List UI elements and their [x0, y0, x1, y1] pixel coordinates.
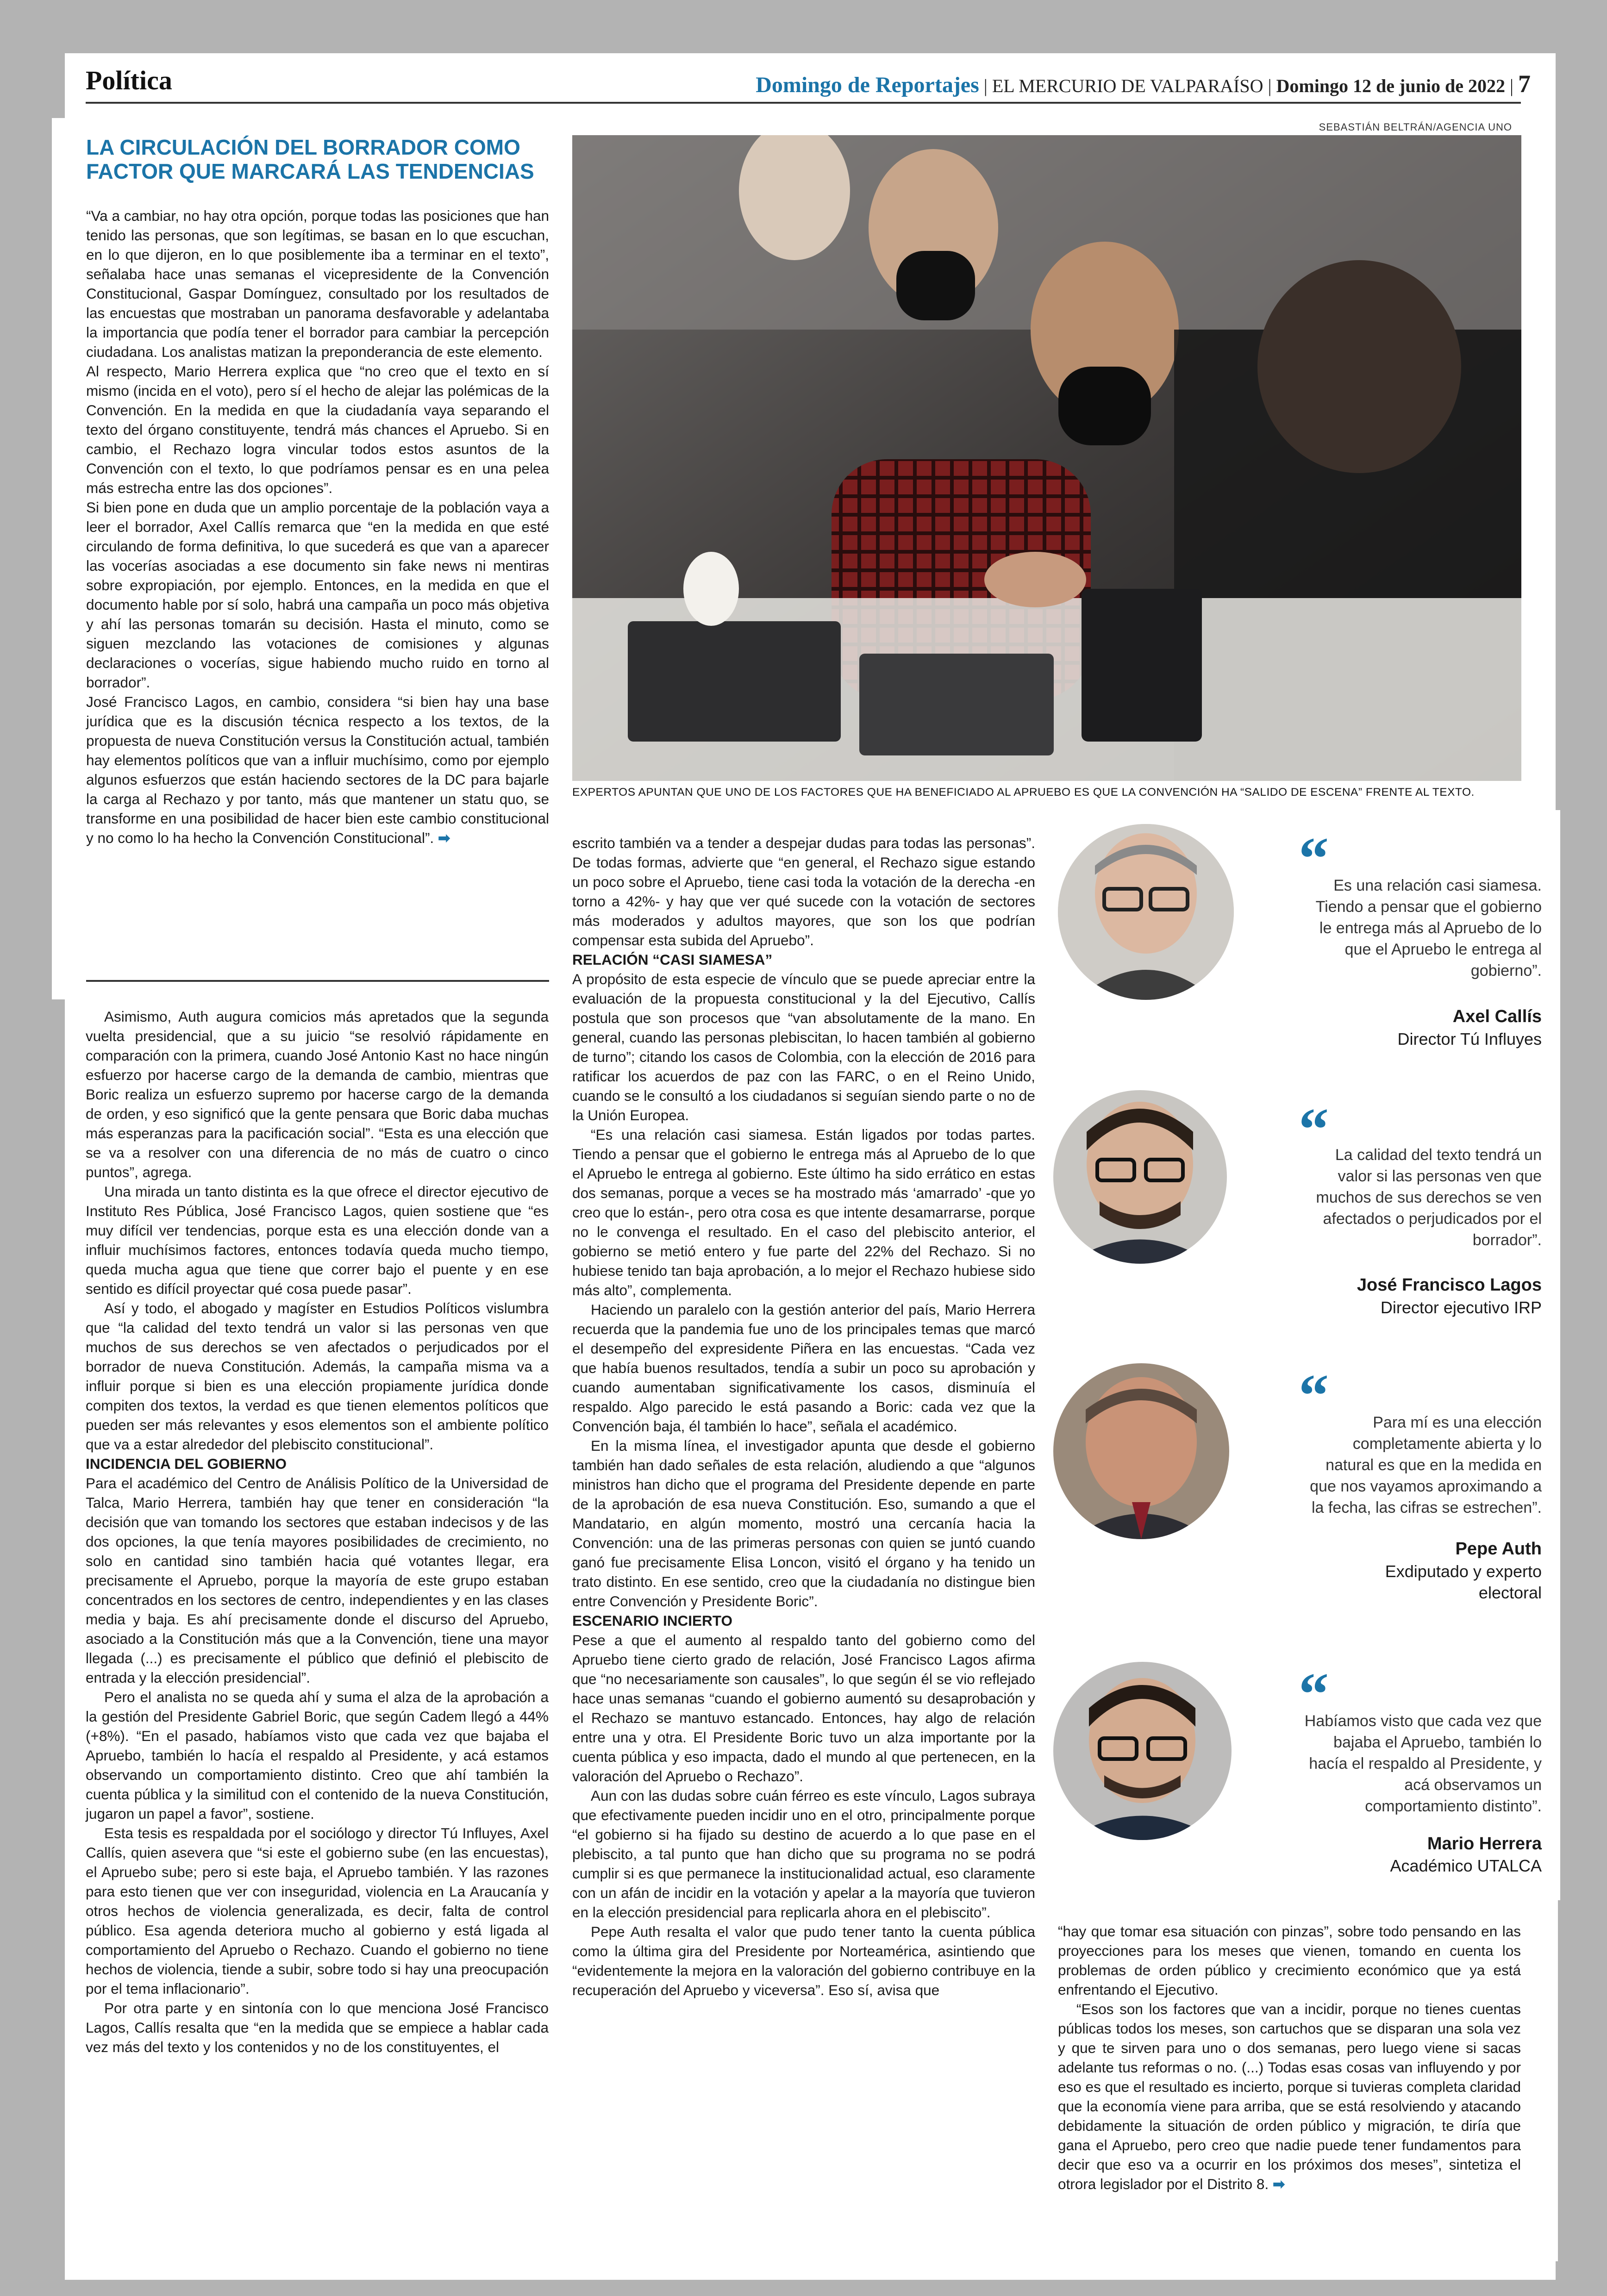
column-1-body	[86, 1007, 549, 2057]
paragraph: “hay que tomar esa situación con pinzas”, sobre todo pensando en las proyecciones para los meses que vienen, tomando en cuenta los problemas de orden público y crecimiento económico que ya está enfrentando el Ejecutivo.	[1058, 1923, 1521, 1998]
subheading: ESCENARIO INCIERTO	[572, 1612, 732, 1629]
quote-mark-icon: “	[1299, 1362, 1329, 1429]
quote-mark-icon: “	[1299, 1661, 1329, 1728]
paragraph: En la misma línea, el investigador apunta que desde el gobierno también han dado señales de esta relación, aludiendo a que “algunos ministros han dicho que el programa del Presidente depende en parte de la aprobación de esa nueva Constitución. Eso, sumando a que el Mandatario, en algún momento, mostró una cercanía hacia la Convención: una de las primeras personas con quien se juntó cuando ganó fue precisamente Elisa Loncon, visitó el órgano y ha tenido un trato distinto. En ese sentido, creo que la ciudadanía no distingue bien entre Convención y Presidente Boric”.	[572, 1437, 1035, 1610]
meeting-photo-illustration	[572, 135, 1521, 781]
portrait-icon	[1058, 824, 1234, 1000]
quote-name: Axel Callís	[1452, 1007, 1542, 1026]
paragraph: Por otra parte y en sintonía con lo que menciona José Francisco Lagos, Callís resalta que “en la medida que se empiece a hablar cada vez más del texto y los contenidos y no de los constituyentes, el	[86, 2000, 549, 2055]
paragraph: A propósito de esta especie de vínculo que se puede apreciar entre la evaluación de la propuesta constitucional y la del Ejecutivo, Callís postula que son procesos que “van absolutamente de la mano. En general, cuando las personas plebiscitan, lo hacen también al gobierno de turno”; citando los casos de Colombia, con la elección de 2016 para ratificar los acuerdos de paz con las FARC, o en el Reino Unido, cuando se le consultó a los ciudadanos si seguían siendo parte o no de la Unión Europea.	[572, 971, 1035, 1123]
paragraph: Pese a que el aumento al respaldo tanto del gobierno como del Apruebo tiene cierto grado de relación, José Francisco Lagos afirma que “no necesariamente son causales”, lo que según él se vio reflejado hace unas semanas “cuando el gobierno aumentó su desaprobación y el Rechazo se mantuvo estancado. Entonces, hay algo de relación entre una y otra. El Presidente Boric tuvo un alza importante por la cuenta pública y eso impacta, dado el mundo al que pertenecen, en la valoración del Apruebo o Rechazo”.	[572, 1632, 1035, 1784]
sidebar-box	[52, 118, 563, 999]
box-body	[86, 206, 549, 848]
paragraph: Así y todo, el abogado y magíster en Estudios Políticos vislumbra que “la calidad del texto tendrá un valor si las personas ven que muchos de sus derechos se ven afectados o perjudicados por el borrador de nueva Constitución. Además, la campaña misma va a influir porque si bien es una elección propiamente jurídica donde compiten dos textos, la verdad es que tienen elementos políticos que pueden ser más relevantes y esos elementos son el ambiente político que va a estar alrededor del plebiscito constitucional”.	[86, 1300, 549, 1453]
paragraph: Aun con las dudas sobre cuán férreo es este vínculo, Lagos subraya que efectivamente pueden incidir uno en el otro, principalmente porque “el gobierno si ha fijado su destino de acuerdo a lo que pase en el plebiscito, a tal punto que han dicho que su programa no se podrá cumplir si es que permanece la institucionalidad actual, eso claramente con un afán de incidir en la votación y apelar a la mayoría que tuvieron en la elección presidencial para replicarla ahora en el plebiscito”.	[572, 1787, 1035, 1921]
quote-text: Habíamos visto que cada vez que bajaba el Apruebo, también lo hacía el respaldo al Presidente, y acá observamos un comportamiento distinto”.	[1304, 1712, 1542, 1815]
avatar-pepe-auth	[1053, 1363, 1229, 1539]
subheading: RELACIÓN “CASI SIAMESA”	[572, 951, 773, 968]
paragraph: Haciendo un paralelo con la gestión anterior del país, Mario Herrera recuerda que la pandemia fue uno de los principales temas que marcó el desempeño del expresidente Piñera en las encuestas. “Cada vez que había buenos resultados, tendía a subir un poco su aprobación y cuando aumentaban significativamente los casos, disminuía el respaldo. Algo parecido le está pasando a Boric: cada vez que la Convención baja, él también lo hace”, señala el académico.	[572, 1301, 1035, 1435]
column-1	[67, 998, 567, 2266]
page-number: 7	[1518, 70, 1531, 98]
quote-text: Es una relación casi siamesa. Tiendo a pensar que el gobierno le entrega más al Apruebo de lo que el Apruebo le entrega al gobierno”.	[1315, 877, 1542, 980]
issue-date: Domingo 12 de junio de 2022	[1276, 75, 1505, 96]
paragraph: Una mirada un tanto distinta es la que ofrece el director ejecutivo de Instituto Res Pública, José Francisco Lagos, quien sostiene que “es muy difícil ver tendencias, porque esta es una elección donde van a influir muchísimos factores, entonces todavía queda mucho tiempo, queda mucha agua que tiene que correr bajo el puente y en ese sentido es difícil proyectar qué cosa puede pasar”.	[86, 1183, 549, 1297]
box-paragraph: José Francisco Lagos, en cambio, considera “si bien hay una base jurídica que es la discusión técnica respecto a los textos, de la propuesta de nueva Constitución versus la Constitución actual, también hay elementos políticos que van a influir muchísimo, como por ejemplo algunos esfuerzos que están haciendo sectores de la DC para bajarle la carga al Rechazo y por tanto, más que mantener un statu quo, se transforme en una posibilidad de hacer bien este cambio constitucional y no como lo ha hecho la Convención Constitucional”. ➡	[86, 693, 549, 846]
kicker: Domingo de Reportajes	[756, 73, 979, 97]
column-3-body	[1058, 1922, 1521, 2194]
quote-text: La calidad del texto tendrá un valor si las personas ven que muchos de sus derechos se ven afectados o perjudicados por el borrador”.	[1316, 1146, 1542, 1249]
portrait-icon	[1053, 1363, 1229, 1539]
column-2-body	[572, 833, 1035, 2000]
portrait-icon	[1053, 1090, 1227, 1264]
box-bottom-rule	[86, 980, 549, 982]
box-paragraph: Al respecto, Mario Herrera explica que “no creo que el texto en sí mismo (incida en el voto), pero sí el hecho de alejar las polémicas de la Convención. En la medida en que la ciudadanía vaya separando el texto del órgano constituyente, tendrá más chances el Apruebo. Si en cambio, el Rechazo logra vincular todos estos asuntos de la Convención con el texto, lo que podríamos pensar es en una pelea más estrecha entre las dos opciones”.	[86, 363, 549, 496]
paragraph: Asimismo, Auth augura comicios más apretados que la segunda vuelta presidencial, que a su juicio “se resolvió rápidamente en comparación con la primera, cuando José Antonio Kast no hace ningún esfuerzo por hacerse cargo de la demanda de cambio, mientras que Boric realiza un esfuerzo supremo por hacerse cargo de la demanda de orden, y eso significó que la gente pensara que Boric daba muchas más esperanzas para la pacificación social”. “Esta es una elección que se va a resolver con una diferencia de no más de cuatro o cinco puntos”, agrega.	[86, 1008, 549, 1180]
paragraph: Pepe Auth resalta el valor que pudo tener tanto la cuenta pública como la última gira del Presidente por Norteamérica, asintiendo que “evidentemente la mejora en la valoración del gobierno contribuye en la recuperación del Apruebo y viceversa”. Eso sí, avisa que	[572, 1923, 1035, 1998]
photo-credit: SEBASTIÁN BELTRÁN/AGENCIA UNO	[1319, 121, 1512, 133]
subheading: INCIDENCIA DEL GOBIERNO	[86, 1455, 287, 1472]
quote-role: Director Tú Influyes	[1397, 1029, 1542, 1048]
continue-arrow-icon: ➡	[438, 830, 450, 846]
paragraph: “Esos son los factores que van a incidir, porque no tienes cuentas públicas todos los meses, son cartuchos que se disparan una sola vez y que te sirven para uno o dos semanas, pero luego viene si sacas adelante tus reformas o no. (...) Todas esas cosas van influyendo y por eso es que el resultado es incierto, porque si tuvieras completa claridad que la economía viene para arriba, que se está resolviendo y atacando debidamente la situación de orden público y migración, te diría que gana el Apruebo, pero creo que nadie puede tener fundamentos para decir que eso va a ocurrir en los próximos dos meses”, sintetiza el otrora legislador por el Distrito 8. ➡	[1058, 2001, 1521, 2192]
portrait-icon	[1053, 1662, 1232, 1840]
header-rule	[86, 102, 1521, 104]
paragraph: Pero el analista no se queda ahí y suma el alza de la aprobación a la gestión del Presidente Gabriel Boric, que según Cadem llegó a 44% (+8%). “En el pasado, habíamos visto que cada vez que bajaba el Apruebo, también lo hacía el respaldo al Presidente, y acá estamos observando un comportamiento distinto. Creo que ahí también la cuenta pública y la similitud con el contenido de la nueva Constitución, jugaron un papel a favor”, sostiene.	[86, 1689, 549, 1822]
quote-mark-icon: “	[1299, 1096, 1329, 1163]
page-header-info: Domingo de Reportajes | EL MERCURIO DE VALPARAÍSO | Domingo 12 de junio de 2022 | 7	[756, 70, 1531, 98]
avatar-mario-herrera	[1053, 1662, 1232, 1840]
column-2	[567, 810, 1039, 2280]
quotes-panel	[1039, 810, 1560, 1900]
main-photo	[572, 135, 1521, 781]
box-paragraph: “Va a cambiar, no hay otra opción, porque todas las posiciones que han tenido las personas, que son legítimas, se basan en lo que escuchan, en lo que dijeron, en lo que posiblemente iba a terminar en el texto”, señalaba hace unas semanas el vicepresidente de la Convención Constitucional, Gaspar Domínguez, consultado por los resultados de las encuestas que mostraban un panorama desfavorable y adelantaba la importancia que podía tener el borrador para cambiar la percepción ciudadana. Los analistas matizan la preponderancia de este elemento.	[86, 207, 549, 360]
quote-mark-icon: “	[1299, 825, 1329, 892]
quote-role: Exdiputado y experto electoral	[1385, 1562, 1542, 1602]
photo-caption: EXPERTOS APUNTAN QUE UNO DE LOS FACTORES QUE HA BENEFICIADO AL APRUEBO ES QUE LA CONVENCIÓN HA “SALIDO DE ESCENA” FRENTE AL TEXTO.	[572, 786, 1475, 799]
quote-role: Director ejecutivo IRP	[1380, 1298, 1542, 1317]
box-title: LA CIRCULACIÓN DEL BORRADOR COMO FACTOR QUE MARCARÁ LAS TENDENCIAS	[86, 135, 534, 183]
quote-role: Académico UTALCA	[1390, 1856, 1542, 1875]
quote-name: Mario Herrera	[1427, 1834, 1542, 1853]
quote-name: José Francisco Lagos	[1357, 1275, 1542, 1295]
publication-name: EL MERCURIO DE VALPARAÍSO	[992, 75, 1263, 96]
continue-arrow-icon: ➡	[1272, 2176, 1285, 2192]
paragraph: Para el académico del Centro de Análisis Político de la Universidad de Talca, Mario Herrera, también hay que tener en consideración “la decisión que van tomando los sectores que estaban indecisos y de las dos opciones, la que tenía mayores posibilidades de crecimiento, no solo en cantidad sino también hacia qué votantes llegar, era precisamente el Apruebo, porque la mayoría de este grupo estaban concentrados en los sectores de centro, independientes y en las clases media y baja. Es ahí precisamente donde el discurso del Apruebo, asociado a la Constitución más que a la Convención, tiene una mayor llegada (...) es precisamente el público que definió el plebiscito de entrada y la elección presidencial”.	[86, 1475, 549, 1686]
section-label: Política	[86, 65, 172, 95]
quote-text: Para mí es una elección completamente abierta y lo natural es que en la medida en que nos vayamos aproximando a la fecha, las cifras se estrechen”.	[1310, 1414, 1542, 1516]
box-paragraph: Si bien pone en duda que un amplio porcentaje de la población vaya a leer el borrador, Axel Callís remarca que “en la medida en que esté circulando de forma definitiva, lo que sucederá es que van a aparecer las vocerías asociadas a ese documento sin fake news ni mentiras sobre expropiación, por ejemplo. Entonces, en la medida en que el documento hable por sí solo, habrá una campaña un poco más objetiva y ahí las personas tomarán su decisión. Hasta el minuto, como se siguen mezclando las votaciones de comisiones y algunas declaraciones o vocerías, sigue habiendo mucho ruido en torno al borrador”.	[86, 499, 549, 691]
paragraph: Esta tesis es respaldada por el sociólogo y director Tú Influyes, Axel Callís, quien asevera que “si este el gobierno sube (en las encuestas), el Apruebo sube; pero si este baja, el Apruebo también. Y las razones para esto tienen que ver con inseguridad, violencia en La Araucanía y otros hechos de violencia generalizada, es decir, falta de control público. Esa agenda deteriora mucho al gobierno y está ligada al comportamiento del Apruebo o Rechazo. Cuando el gobierno no tiene hechos de violencia, tiende a subir, sobre todo si hay una preocupación por el tema inflacionario”.	[86, 1825, 549, 1997]
paragraph: “Es una relación casi siamesa. Están ligados por todas partes. Tiendo a pensar que el gobierno le entrega más al Apruebo de lo que el Apruebo le entrega al gobierno. Este último ha sido errático en estas dos semanas, porque a veces se ha mostrado más ‘amarrado’ -que yo creo que lo están-, pero otra cosa es que intente desamarrarse, porque no le convenga el resultado. En el caso del plebiscito anterior, el gobierno se metió entero y fue parte del 22% del Rechazo. Si no hubiese tenido tan baja aprobación, a lo mejor el Rechazo hubiese sido más alto”, complementa.	[572, 1126, 1035, 1298]
avatar-axel-callis	[1058, 824, 1234, 1000]
quote-name: Pepe Auth	[1455, 1539, 1542, 1559]
avatar-jose-francisco-lagos	[1053, 1090, 1227, 1264]
paragraph: escrito también va a tender a despejar dudas para todas las personas”. De todas formas, advierte que “en general, el Rechazo sigue estando un poco sobre el Apruebo, tiene casi toda la votación de la derecha -en torno a 42%- y hay que ver qué sucede con la votación de sectores más moderados y adultos mayores, que son los que podrían compensar esta subida del Apruebo”.	[572, 835, 1035, 948]
column-3	[1049, 1900, 1558, 2261]
